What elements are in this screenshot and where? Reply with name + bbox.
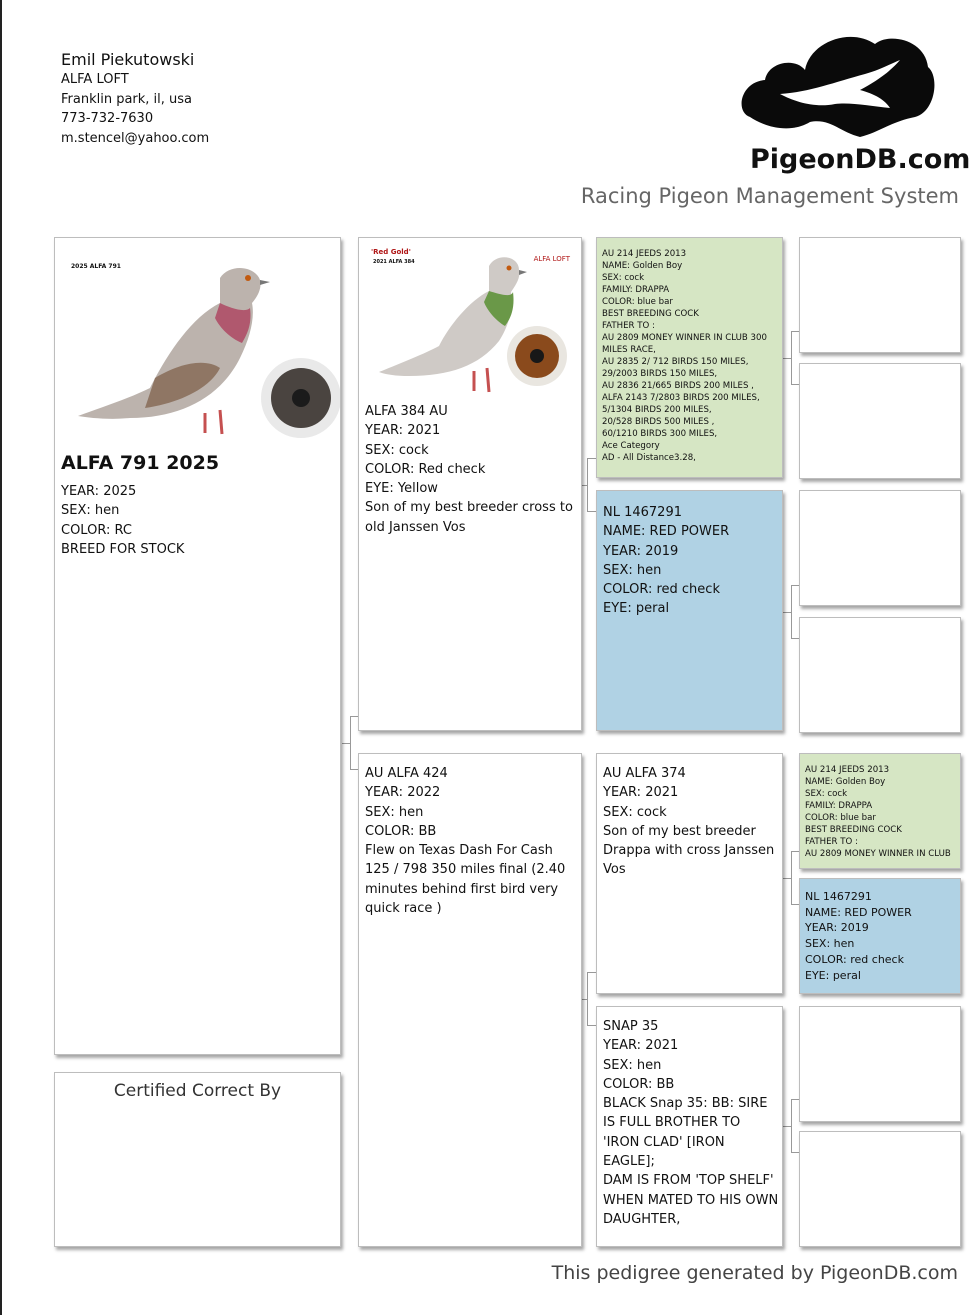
connector-parents bbox=[350, 716, 358, 770]
footer-credit: This pedigree generated by PigeonDB.com bbox=[551, 1262, 958, 1284]
subject-title: ALFA 791 2025 bbox=[61, 452, 220, 474]
dam-sire-sire-line: AU 214 JEEDS 2013 bbox=[805, 765, 890, 775]
sire-sire-line: BEST BREEDING COCK bbox=[602, 309, 699, 319]
owner-email: m.stencel@yahoo.com bbox=[61, 130, 210, 146]
sire-line: YEAR: 2021 bbox=[365, 423, 441, 439]
subject-line: SEX: hen bbox=[61, 503, 120, 519]
sire-photo-sublabel: 2021 ALFA 384 bbox=[373, 259, 415, 265]
dam-sire-dam-line: NL 1467291 bbox=[805, 890, 872, 903]
gen4-card-empty bbox=[799, 490, 961, 606]
dam-dam-line: SNAP 35 bbox=[603, 1019, 659, 1034]
subject-line: YEAR: 2025 bbox=[61, 484, 137, 499]
page-left-border bbox=[0, 0, 2, 1315]
sire-sire-line: 5/1304 BIRDS 200 MILES, bbox=[602, 405, 712, 415]
connector-stub bbox=[783, 1126, 791, 1127]
dam-sire-line: AU ALFA 374 bbox=[603, 766, 686, 781]
sire-sire-line: COLOR: blue bar bbox=[602, 297, 673, 307]
gen4-card-empty bbox=[799, 1131, 961, 1247]
subject-bird-card bbox=[54, 237, 341, 1055]
dam-sire-line: YEAR: 2021 bbox=[603, 785, 679, 801]
subject-bird-photo bbox=[70, 248, 340, 448]
subject-line: BREED FOR STOCK bbox=[61, 541, 185, 557]
sire-sire-line: AU 214 JEEDS 2013 bbox=[602, 249, 687, 259]
connector-sire-parents bbox=[587, 458, 596, 512]
sire-dam-line: SEX: hen bbox=[603, 562, 662, 578]
subject-photo-caption: 2025 ALFA 791 bbox=[71, 263, 121, 270]
sire-sire-line: AU 2809 MONEY WINNER IN CLUB 300 MILES RACE, bbox=[602, 333, 767, 355]
gen4-card-empty bbox=[799, 363, 961, 479]
dam-dam-line: COLOR: BB bbox=[603, 1076, 675, 1092]
sire-sire-line: AD - All Distance3.28, bbox=[602, 453, 696, 463]
dam-sire-sire-line: SEX: cock bbox=[805, 789, 848, 799]
sire-dam-line: NL 1467291 bbox=[603, 505, 682, 520]
sire-card bbox=[358, 237, 582, 731]
owner-phone: 773-732-7630 bbox=[61, 111, 154, 126]
connector-gen4 bbox=[791, 331, 799, 385]
dam-line: COLOR: BB bbox=[365, 823, 437, 839]
pigeondb-logo bbox=[580, 22, 971, 217]
sire-sire-line: Ace Category bbox=[602, 441, 660, 451]
sire-line: ALFA 384 AU bbox=[365, 404, 448, 419]
dam-line: SEX: hen bbox=[365, 804, 424, 820]
gen4-card-empty bbox=[799, 617, 961, 733]
connector-gen4 bbox=[791, 585, 799, 639]
sire-dam-line: EYE: peral bbox=[603, 601, 670, 617]
dam-sire-dam-line: YEAR: 2019 bbox=[805, 921, 869, 935]
sire-dam-line: COLOR: red check bbox=[603, 582, 720, 598]
sire-dam-card bbox=[596, 490, 783, 731]
connector-gen4 bbox=[791, 851, 799, 905]
dam-sire-sire-line: AU 2809 MONEY WINNER IN CLUB bbox=[805, 849, 951, 859]
certified-label: Certified Correct By bbox=[113, 1081, 282, 1101]
dam-sire-dam-details bbox=[805, 889, 960, 983]
sire-sire-line: AU 2836 21/665 BIRDS 200 MILES , bbox=[602, 381, 754, 391]
sire-line: Son of my best breeder cross to old Janssen Vos bbox=[365, 500, 573, 535]
dam-sire-dam-line: EYE: peral bbox=[805, 968, 861, 982]
dam-details bbox=[365, 764, 575, 918]
sire-sire-line: 60/1210 BIRDS 300 MILES, bbox=[602, 429, 718, 439]
dam-line: Flew on Texas Dash For Cash 125 / 798 350 miles final (2.40 minutes behind first bird very quick race ) bbox=[365, 843, 566, 917]
sire-line: SEX: cock bbox=[365, 442, 429, 458]
sire-sire-line: AU 2835 2/ 712 BIRDS 150 MILES, bbox=[602, 357, 749, 367]
dam-dam-line: YEAR: 2021 bbox=[603, 1038, 679, 1054]
owner-name: Emil Piekutowski bbox=[61, 50, 195, 69]
dam-sire-sire-line: FATHER TO : bbox=[805, 837, 858, 847]
connector-stub bbox=[783, 358, 791, 359]
owner-info bbox=[61, 50, 209, 148]
sire-line: COLOR: Red check bbox=[365, 461, 486, 477]
sire-sire-card bbox=[596, 237, 783, 478]
sire-bird-photo bbox=[379, 246, 569, 396]
connector-gen4 bbox=[791, 1099, 799, 1153]
dam-sire-card bbox=[596, 753, 783, 994]
dam-sire-sire-details bbox=[805, 764, 961, 860]
certified-box bbox=[54, 1072, 341, 1247]
logo-brand: PigeonDB.com bbox=[750, 144, 971, 175]
dam-sire-dam-line: COLOR: red check bbox=[805, 952, 904, 966]
dam-dam-line: SEX: hen bbox=[603, 1057, 662, 1073]
connector-stub bbox=[582, 485, 587, 486]
dam-line: YEAR: 2022 bbox=[365, 785, 441, 801]
cloud-pigeon-icon bbox=[740, 22, 935, 142]
sire-sire-details bbox=[602, 248, 780, 464]
dam-sire-dam-line: SEX: hen bbox=[805, 937, 855, 951]
connector-stub bbox=[783, 878, 791, 879]
sire-dam-line: YEAR: 2019 bbox=[603, 543, 679, 559]
sire-line: EYE: Yellow bbox=[365, 481, 438, 497]
logo-tagline: Racing Pigeon Management System bbox=[580, 184, 959, 208]
subject-details bbox=[61, 482, 184, 559]
dam-sire-details bbox=[603, 764, 779, 880]
sire-photo-label: 'Red Gold' bbox=[371, 248, 411, 256]
gen4-card-empty bbox=[799, 237, 961, 353]
dam-sire-sire-line: NAME: Golden Boy bbox=[805, 777, 886, 787]
dam-sire-line: Son of my best breeder Drappa with cross Janssen Vos bbox=[603, 823, 775, 878]
connector-stub bbox=[582, 999, 587, 1000]
dam-sire-sire-line: COLOR: blue bar bbox=[805, 813, 876, 823]
sire-dam-line: NAME: RED POWER bbox=[603, 524, 730, 540]
connector-stub bbox=[783, 612, 791, 613]
dam-dam-card bbox=[596, 1006, 783, 1247]
dam-sire-sire-card bbox=[799, 753, 961, 869]
dam-sire-dam-line: NAME: RED POWER bbox=[805, 905, 912, 919]
sire-sire-line: FATHER TO : bbox=[602, 321, 655, 331]
sire-sire-line: 20/528 BIRDS 500 MILES , bbox=[602, 417, 715, 427]
subject-line: COLOR: RC bbox=[61, 522, 132, 538]
dam-line: AU ALFA 424 bbox=[365, 766, 448, 781]
connector-stub bbox=[342, 743, 350, 744]
sire-details bbox=[365, 402, 575, 537]
dam-dam-line: BLACK Snap 35: BB: SIRE IS FULL BROTHER TO 'IRON CLAD' [IRON EAGLE]; bbox=[603, 1096, 768, 1170]
sire-sire-line: NAME: Golden Boy bbox=[602, 261, 683, 271]
dam-dam-line: DAM IS FROM 'TOP SHELF' WHEN MATED TO HIS OWN DAUGHTER, bbox=[603, 1173, 779, 1227]
dam-sire-sire-line: FAMILY: DRAPPA bbox=[805, 801, 873, 811]
sire-sire-line: FAMILY: DRAPPA bbox=[602, 285, 670, 295]
dam-sire-line: SEX: cock bbox=[603, 804, 667, 820]
gen4-card-empty bbox=[799, 1006, 961, 1122]
owner-location: Franklin park, il, usa bbox=[61, 91, 193, 107]
sire-sire-line: SEX: cock bbox=[602, 273, 645, 283]
dam-dam-details bbox=[603, 1017, 779, 1229]
sire-photo-brand: ALFA LOFT bbox=[533, 255, 570, 263]
dam-card bbox=[358, 753, 582, 1247]
connector-dam-parents bbox=[587, 972, 596, 1026]
sire-sire-line: 29/2003 BIRDS 150 MILES, bbox=[602, 369, 718, 379]
dam-sire-sire-line: BEST BREEDING COCK bbox=[805, 825, 902, 835]
owner-loft: ALFA LOFT bbox=[61, 72, 129, 87]
sire-sire-line: ALFA 2143 7/2803 BIRDS 200 MILES, bbox=[602, 393, 760, 403]
sire-dam-details bbox=[603, 503, 781, 619]
dam-sire-dam-card bbox=[799, 878, 961, 994]
